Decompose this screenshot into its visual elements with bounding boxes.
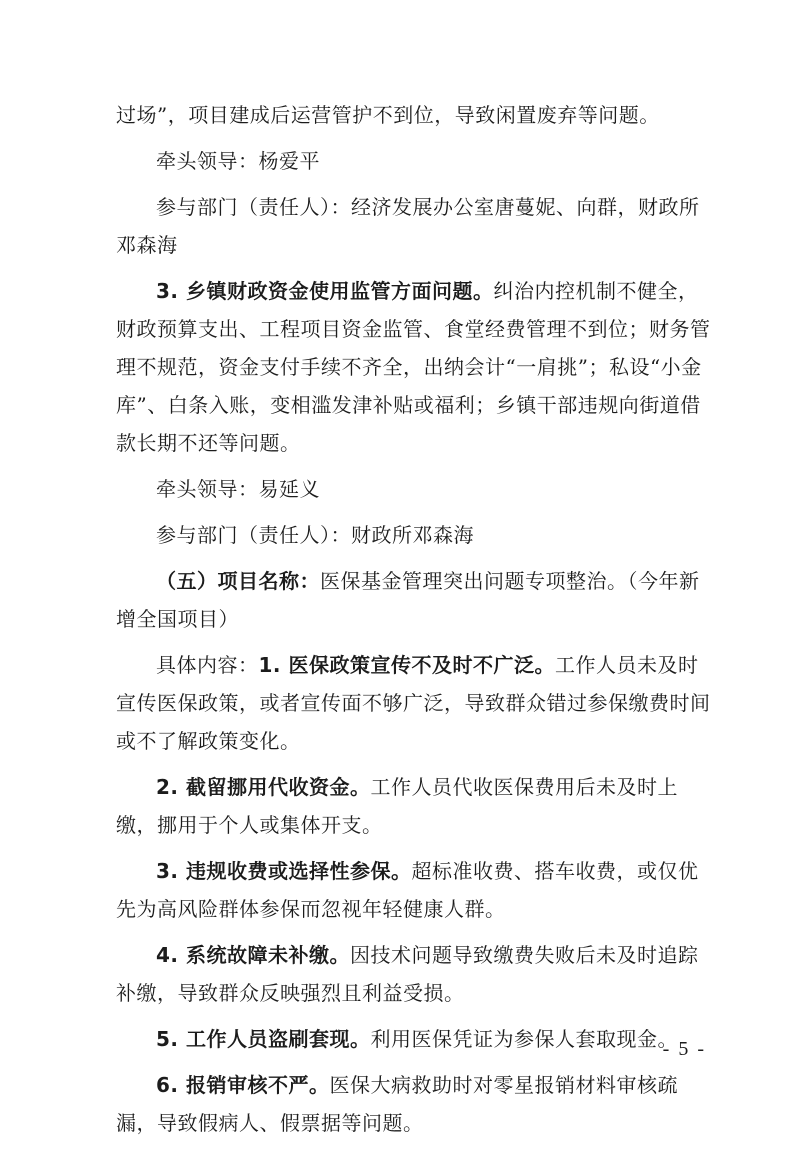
item-text: 因技术问题导致缴费失败后未及时追踪补缴，导致群众反映强烈且利益受损。 (116, 943, 699, 1005)
participating-departments-label: 参与部门（责任人）： (156, 195, 351, 219)
participating-departments-label: 参与部门（责任人）： (156, 523, 351, 547)
lead-leader-line (116, 470, 716, 508)
lead-leader-name: 易延义 (258, 477, 320, 501)
item-heading: 5. 工作人员盗刷套现。 (156, 1027, 371, 1051)
participating-departments-text: 经济发展办公室唐蔓妮、向群，财政所邓森海 (116, 195, 700, 257)
issue-text: 纠治内控机制不健全，财政预算支出、工程项目资金监管、食堂经费管理不到位；财务管理不规范，资金支付手续不齐全，出纳会计“一肩挑”；私设“小金库”、白条入账，变相滥发津补贴或福利；乡镇干部违规向街道借款长期不还等问题。 (116, 279, 711, 455)
project-name-text: 医保基金管理突出问题专项整治。（今年新增全国项目） (116, 569, 700, 631)
lead-leader-name: 杨爱平 (258, 149, 320, 173)
participating-departments-line (116, 188, 716, 264)
item-text: 工作人员未及时宣传医保政策，或者宣传面不够广泛，导致群众错过参保缴费时间或不了解政策变化。 (116, 653, 711, 753)
item-text: 工作人员代收医保费用后未及时上缴，挪用于个人或集体开支。 (116, 775, 678, 837)
issue-paragraph-3 (116, 272, 716, 462)
project-name-heading: （五）项目名称： (156, 569, 320, 593)
item-heading: 4. 系统故障未补缴。 (156, 943, 350, 967)
item-text: 医保大病救助时对零星报销材料审核疏漏，导致假病人、假票据等问题。 (116, 1073, 678, 1135)
item-heading: 2. 截留挪用代收资金。 (156, 775, 371, 799)
paragraph-continuation (116, 96, 716, 134)
item-text: 超标准收费、搭车收费，或仅优先为高风险群体参保而忽视年轻健康人群。 (116, 859, 699, 921)
specific-content-label: 具体内容： (156, 653, 259, 677)
item-paragraph-4 (116, 936, 716, 1012)
item-paragraph-5 (116, 1020, 716, 1058)
item-paragraph-2 (116, 768, 716, 844)
specific-content-paragraph (116, 646, 716, 760)
participating-departments-text: 财政所邓森海 (351, 523, 474, 547)
document-body (116, 96, 716, 1150)
item-paragraph-3 (116, 852, 716, 928)
issue-heading: 3. 乡镇财政资金使用监管方面问题。 (156, 279, 494, 303)
page-number: - 5 - (662, 1038, 706, 1060)
paragraph-text: 过场”，项目建成后运营管护不到位，导致闲置废弃等问题。 (116, 103, 660, 127)
item-heading: 3. 违规收费或选择性参保。 (156, 859, 412, 883)
item-text: 利用医保凭证为参保人套取现金。 (370, 1027, 678, 1051)
item-paragraph-6 (116, 1066, 716, 1142)
participating-departments-line (116, 516, 716, 554)
lead-leader-label: 牵头领导： (156, 149, 259, 173)
item-heading: 6. 报销审核不严。 (156, 1073, 330, 1097)
lead-leader-line (116, 142, 716, 180)
item-heading: 1. 医保政策宣传不及时不广泛。 (258, 653, 555, 677)
lead-leader-label: 牵头领导： (156, 477, 259, 501)
project-name-paragraph (116, 562, 716, 638)
